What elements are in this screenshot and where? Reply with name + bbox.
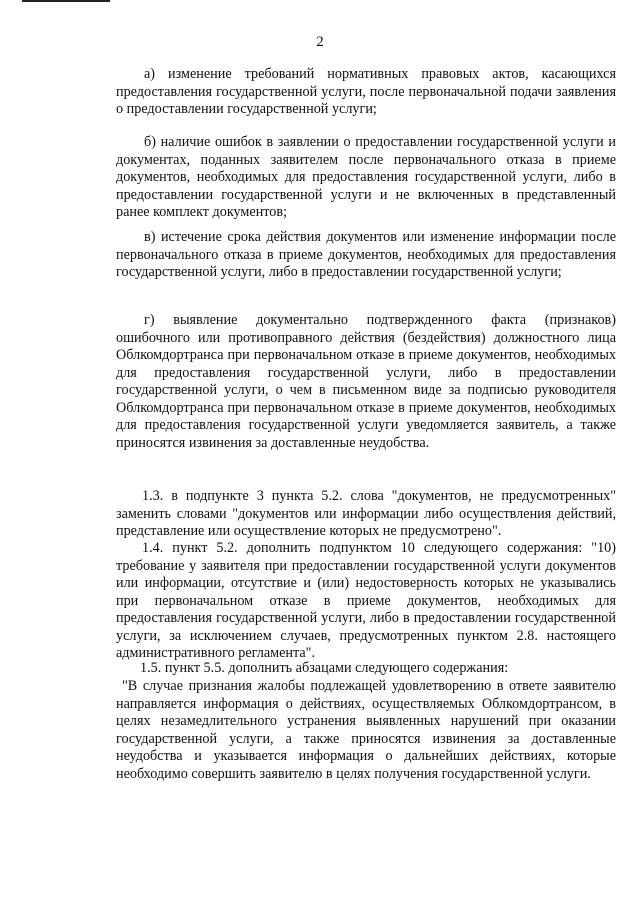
paragraph-b: б) наличие ошибок в заявлении о предоставлении государственной услуги и документах, поданных заявителем после первоначального отказа в приеме документов, необходимых для предоставления государственной услуги, либо в предоставлении государственной услуги и не включенных в представленный ранее комплект документов; [116, 134, 616, 220]
page-number: 2 [316, 34, 324, 50]
paragraph-a: а) изменение требований нормативных правовых актов, касающихся предоставления государственной услуги, после первоначальной подачи заявления о предоставлении государственной услуги; [116, 66, 616, 117]
paragraph-1-5: 1.5. пункт 5.5. дополнить абзацами следующего содержания: [140, 660, 509, 676]
header-rule [22, 0, 110, 2]
paragraph-1-4: 1.4. пункт 5.2. дополнить подпунктом 10 следующего содержания: "10) требование у заявителя при предоставлении государственной услуги документов или информации, отсутствие и (или) недостоверность которых не указывались при первоначальном отказе в приеме документов, необходимых для предоставления государственной услуги, либо в предоставлении государственной услуги, за исключением случаев, предусмотренных пунктом 2.8. настоящего административного регламента". [116, 540, 616, 661]
paragraph-v: в) истечение срока действия документов или изменение информации после первоначального отказа в приеме документов, необходимых для предоставления государственной услуги, либо в предоставлении государственной услуги; [116, 229, 616, 280]
paragraph-g: г) выявление документально подтвержденного факта (признаков) ошибочного или противоправного действия (бездействия) должностного лица Облкомдортранса при первоначальном отказе в приеме документов, необходимых для предоставления государственной услуги, либо в предоставлении государственной услуги, о чем в письменном виде за подписью руководителя Облкомдортранса при первоначальном отказе в приеме документов, необходимых для предоставления государственной услуги уведомляется заявитель, а также приносятся извинения за доставленные неудобства. [116, 312, 616, 451]
paragraph-quote: "В случае признания жалобы подлежащей удовлетворению в ответе заявителю направляется информация о действиях, осуществляемых Облкомдортрансом, в целях незамедлительного устранения выявленных нарушений при оказании государственной услуги, а также приносятся извинения за доставленные неудобства и указывается информация о дальнейших действиях, которые необходимо совершить заявителю в целях получения государственной услуги. [116, 678, 616, 782]
paragraph-1-3: 1.3. в подпункте 3 пункта 5.2. слова "документов, не предусмотренных" заменить словами "документов или информации либо осуществления действий, представление или осуществление которых не предусмотрено". [116, 488, 616, 539]
